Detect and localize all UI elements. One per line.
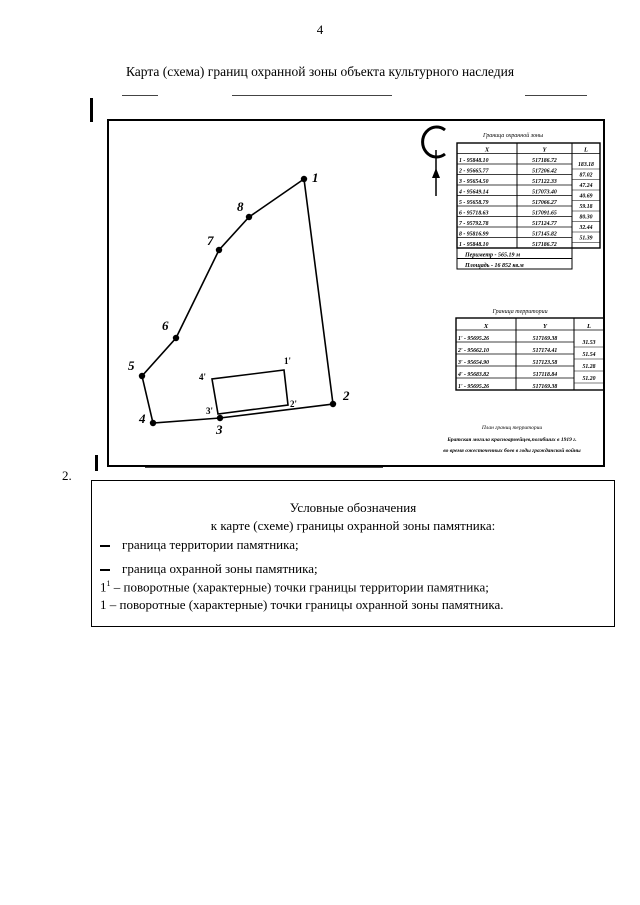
table-header: L xyxy=(584,146,588,154)
zone-point-label: 6 xyxy=(162,318,169,333)
table-header: Y xyxy=(542,146,547,154)
zone-point-3 xyxy=(217,415,223,421)
table-cell: 1' - 95695.26 xyxy=(458,384,490,390)
legend-point-sup: 1 xyxy=(106,579,111,588)
dash-line-icon xyxy=(100,569,110,571)
table-length-cell: 80.30 xyxy=(579,214,593,221)
zone-point-label: 7 xyxy=(207,233,214,248)
table2-title: Граница территории xyxy=(492,309,548,315)
table-cell: 517186.72 xyxy=(532,242,557,248)
table-length-cell: 183.18 xyxy=(578,162,594,168)
dash-line-icon xyxy=(100,545,110,547)
table-length-cell: 32.44 xyxy=(579,225,593,231)
table-cell: 7 - 95792.78 xyxy=(459,221,489,227)
protection-zone-boundary xyxy=(142,179,333,423)
table-length-cell: 51.28 xyxy=(582,364,596,370)
legend-point-number: 1 xyxy=(100,579,107,595)
table-length-cell: 51.54 xyxy=(582,352,596,358)
table-cell: 1 - 95848.10 xyxy=(459,158,489,164)
table-length-cell: 87.02 xyxy=(579,172,593,179)
table-length-cell: 40.69 xyxy=(579,193,593,200)
table-cell: 5 - 95658.79 xyxy=(459,200,489,206)
map-caption-line2: Братская могила красноармейцев,погибших в 1919 г. xyxy=(447,437,577,443)
zone-point-5 xyxy=(139,373,145,379)
legend-item-label: 1 – поворотные (характерные) точки границы охранной зоны памятника. xyxy=(100,597,504,612)
legend-item-label: граница охранной зоны памятника; xyxy=(122,561,318,576)
table-cell: 2 - 95665.77 xyxy=(459,168,489,175)
territory-point-label: 3' xyxy=(206,406,214,416)
table-summary-row: Площадь - 16 852 кв.м xyxy=(465,263,524,269)
table-cell: 2' - 95662.10 xyxy=(458,348,490,354)
zone-point-1 xyxy=(301,176,307,182)
table-cell: 517066.27 xyxy=(532,200,557,206)
table-cell: 517122.33 xyxy=(532,179,557,185)
north-arrow-icon xyxy=(423,127,445,196)
table-header: L xyxy=(587,323,591,330)
zone-point-label: 2 xyxy=(343,388,350,403)
table-cell: 517124.77 xyxy=(532,221,557,227)
table-cell: 517091.65 xyxy=(532,210,557,217)
document-title: Карта (схема) границ охранной зоны объекта культурного наследия xyxy=(125,64,515,79)
table-cell: 4' - 95683.82 xyxy=(458,372,490,378)
table-length-cell: 59.18 xyxy=(579,204,593,210)
table-cell: 517206.42 xyxy=(532,168,557,175)
table1-title: Граница охранной зоны xyxy=(482,133,544,139)
table-cell: 517123.58 xyxy=(532,360,558,366)
zone-point-label: 5 xyxy=(128,358,135,373)
zone-point-label: 4 xyxy=(139,411,146,426)
table-header: X xyxy=(483,323,489,330)
legend-title-line2: к карте (схеме) границы охранной зоны памятника: xyxy=(210,518,496,533)
table-cell: 517186.72 xyxy=(532,158,557,164)
zone-point-8 xyxy=(246,214,252,220)
table-length-cell: 31.53 xyxy=(582,340,596,346)
table-summary-row: Периметр - 565.19 м xyxy=(465,252,521,259)
table-cell: 6 - 95718.63 xyxy=(459,210,489,217)
map-caption-line1: План границ территории xyxy=(481,425,543,431)
page-number: 4 xyxy=(316,22,324,37)
territory-point-label: 2' xyxy=(290,399,298,409)
table-length-cell: 47.24 xyxy=(579,183,593,189)
legend-item-label: граница территории памятника; xyxy=(122,537,299,552)
table-cell: 517174.41 xyxy=(532,348,558,354)
table-cell: 517145.82 xyxy=(532,231,557,238)
legend-item-territory-points xyxy=(100,579,489,595)
item-number: 2. xyxy=(62,468,72,483)
table-cell: 8 - 95816.99 xyxy=(459,231,489,238)
table-header: X xyxy=(484,146,490,154)
table-cell: 1' - 95695.26 xyxy=(458,336,490,342)
table-length-cell: 51.39 xyxy=(579,235,593,242)
table-cell: 3' - 95654.90 xyxy=(458,360,490,366)
legend-item-zone-points xyxy=(100,597,504,613)
legend-item-zone-boundary xyxy=(100,561,318,577)
zone-point-2 xyxy=(330,401,336,407)
legend-box xyxy=(91,480,615,627)
legend-item-territory-boundary xyxy=(100,537,299,553)
map-caption-line3: во время ожесточенных боев в годы гражданской войны xyxy=(443,448,581,454)
table-cell: 517118.84 xyxy=(532,372,558,378)
territory-point-label: 4' xyxy=(199,372,207,382)
zone-point-label: 3 xyxy=(216,422,223,437)
zone-point-7 xyxy=(216,247,222,253)
table-cell: 4 - 95649.14 xyxy=(459,189,489,196)
territory-boundary xyxy=(212,370,288,414)
zone-point-4 xyxy=(150,420,156,426)
table-cell: 517073.40 xyxy=(532,189,557,196)
table-header: Y xyxy=(543,323,547,330)
zone-point-label: 1 xyxy=(312,170,319,185)
territory-point-label: 1' xyxy=(284,356,292,366)
table-cell: 3 - 95654.50 xyxy=(459,179,489,185)
legend-title xyxy=(92,499,614,535)
legend-title-line1: Условные обозначения xyxy=(289,500,417,515)
zone-point-label: 8 xyxy=(237,199,244,214)
table-cell: 1 - 95848.10 xyxy=(459,242,489,248)
zone-point-6 xyxy=(173,335,179,341)
table-cell: 517169.38 xyxy=(532,384,558,390)
table-length-cell: 51.20 xyxy=(582,376,596,382)
legend-item-label: – поворотные (характерные) точки границы территории памятника; xyxy=(110,579,489,595)
table-cell: 517169.38 xyxy=(532,336,558,342)
